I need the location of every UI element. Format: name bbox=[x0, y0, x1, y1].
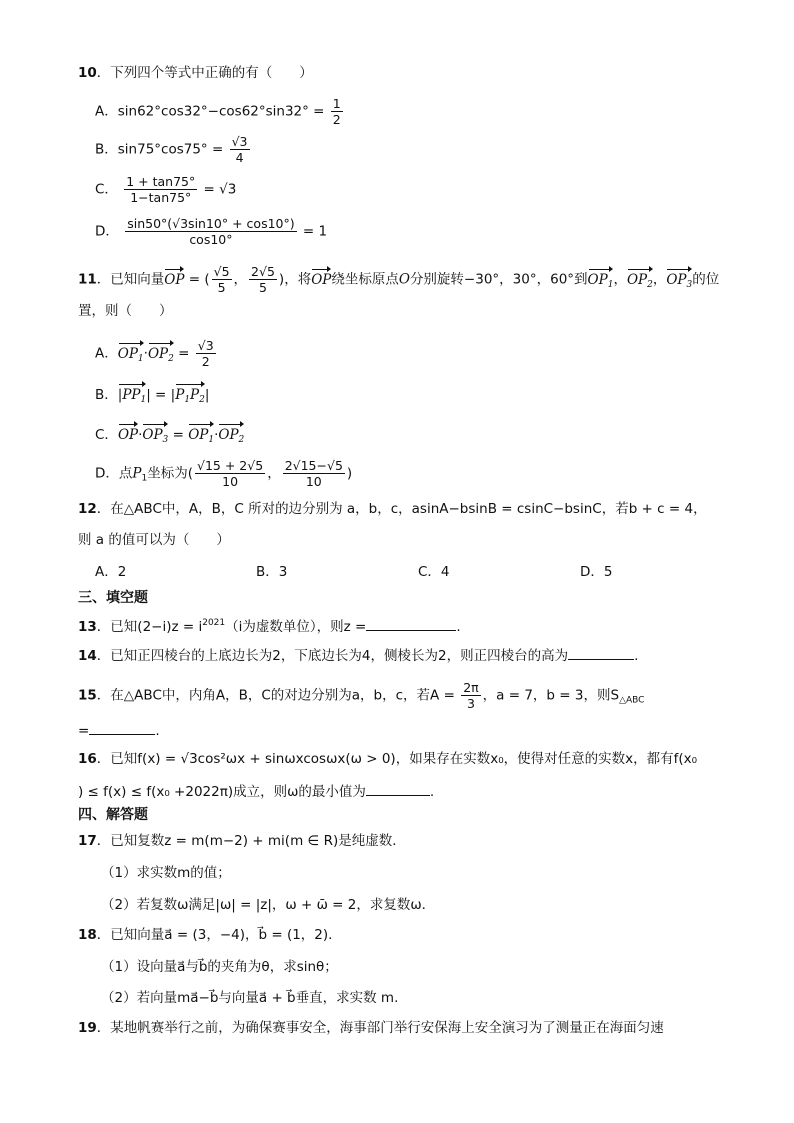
answer-blank[interactable] bbox=[568, 645, 634, 660]
question-11-continued: 置，则（ ） bbox=[78, 303, 173, 319]
question-17: 17．已知复数z = m(m−2) + mi(m ∈ R)是纯虚数． bbox=[78, 833, 406, 849]
fraction: $\frac{1 + \tan 75^\circ}{1-\tan 75^\circ}$ bbox=[126, 174, 196, 205]
q11-option-b: B．$|PP_1| = |P_1P_2|$ bbox=[95, 382, 209, 409]
question-18-part-2: （2）若向量ma⃗−b⃗与向量a⃗ + b⃗垂直，求实数 m. bbox=[101, 990, 399, 1006]
question-15: 15．在△ABC中，内角A，B，C的对边分别为a，b，c，若A = $\frac{2\pi}{3}$ ，a = 7，b = 3，则$S_{\triangle ABC}$ bbox=[78, 680, 645, 711]
answer-blank[interactable] bbox=[366, 781, 430, 796]
q10-option-b: B．sin75°cos75° = $\frac{√3}{4}$ bbox=[95, 134, 248, 165]
q11-option-c: C．$OP\cdot OP_3 = OP_1\cdot OP_2$ bbox=[95, 422, 244, 449]
question-13: 13．已知$(2-i)z = i^{2021}(i$为虚数单位），则z = . bbox=[78, 618, 461, 635]
question-16: 16．已知f(x) = √3cos²ωx + sinωxcosωx(ω > 0)，如果存在实数x₀，使得对任意的实数x，都有f(x₀ bbox=[78, 751, 698, 767]
fraction: $\frac{√3}{4}$ bbox=[231, 134, 248, 165]
q12-option-a: A．2 bbox=[95, 564, 127, 580]
question-16-continued: ) ≤ f(x) ≤ f(x₀ +2022π)成立，则ω的最小值为 . bbox=[78, 781, 434, 801]
fraction: $\frac{1}{2}$ bbox=[332, 96, 341, 127]
question-17-part-2: （2）若复数ω满足|ω| = |z|，ω + ω̄ = 2，求复数ω． bbox=[101, 897, 436, 913]
question-11-stem: 11．已知向量OP = ( $\frac{√5}{5}$ ， $\frac{2√5}{5}$ )，将OP绕坐标原点O分别旋转−30°，30°，60°到$OP_1$，$OP_2$，$OP_3$的位 bbox=[78, 264, 720, 295]
question-19: 19．某地帆赛举行之前，为确保赛事安全，海事部门举行安保海上安全演习为了测量正在海面匀速 bbox=[78, 1020, 664, 1036]
answer-blank[interactable] bbox=[89, 720, 155, 735]
question-15-continued: = . bbox=[78, 720, 160, 740]
question-18: 18．已知向量a⃗ = (3，−4)，b⃗ = (1，2). bbox=[78, 927, 333, 943]
section-heading: 三、填空题 bbox=[78, 590, 148, 606]
answer-blank[interactable] bbox=[366, 616, 456, 631]
question-18-part-1: （1）设向量a⃗与b⃗的夹角为θ，求sinθ； bbox=[101, 959, 338, 975]
section-heading: 四、解答题 bbox=[78, 807, 148, 823]
question-number: 10 bbox=[78, 65, 97, 81]
question-14: 14．已知正四棱台的上底边长为2，下底边长为4，侧棱长为2，则正四棱台的高为 . bbox=[78, 645, 638, 665]
q12-option-d: D．5 bbox=[580, 564, 613, 580]
question-17-part-1: （1）求实数m的值； bbox=[101, 865, 231, 881]
q10-option-a: A．sin62°cos32°−cos62°sin32° = $\frac{1}{2}$ bbox=[95, 96, 341, 127]
question-10-stem: 10．下列四个等式中正确的有（ ） bbox=[78, 65, 313, 81]
fraction: $\frac{\sin 50^\circ(√3\sin 10^\circ + \cos 10^\circ)}{\cos 10^\circ}$ bbox=[127, 216, 295, 247]
q12-option-b: B．3 bbox=[256, 564, 288, 580]
question-12-continued: 则 a 的值可以为（ ） bbox=[78, 532, 230, 548]
q11-option-a: A．$OP_1\cdot OP_2$ = $\frac{√3}{2}$ bbox=[95, 338, 214, 369]
q11-option-d: D．点$P_1$坐标为( $\frac{√15 + 2√5}{10}$ ， $\frac{2√15-√5}{10}$ ) bbox=[95, 458, 353, 489]
vector-op: OP bbox=[164, 267, 184, 289]
q10-option-c: C． $\frac{1 + \tan 75^\circ}{1-\tan 75^\circ}$ = √3 bbox=[95, 174, 237, 205]
q10-option-d: D． $\frac{\sin 50^\circ(√3\sin 10^\circ + \cos 10^\circ)}{\cos 10^\circ}$ = 1 bbox=[95, 216, 328, 247]
q12-option-c: C．4 bbox=[418, 564, 450, 580]
question-12-stem: 12．在△ABC中，A，B，C 所对的边分别为 a，b，c，asinA−bsinB = csinC−bsinC，若b + c = 4， bbox=[78, 501, 707, 517]
